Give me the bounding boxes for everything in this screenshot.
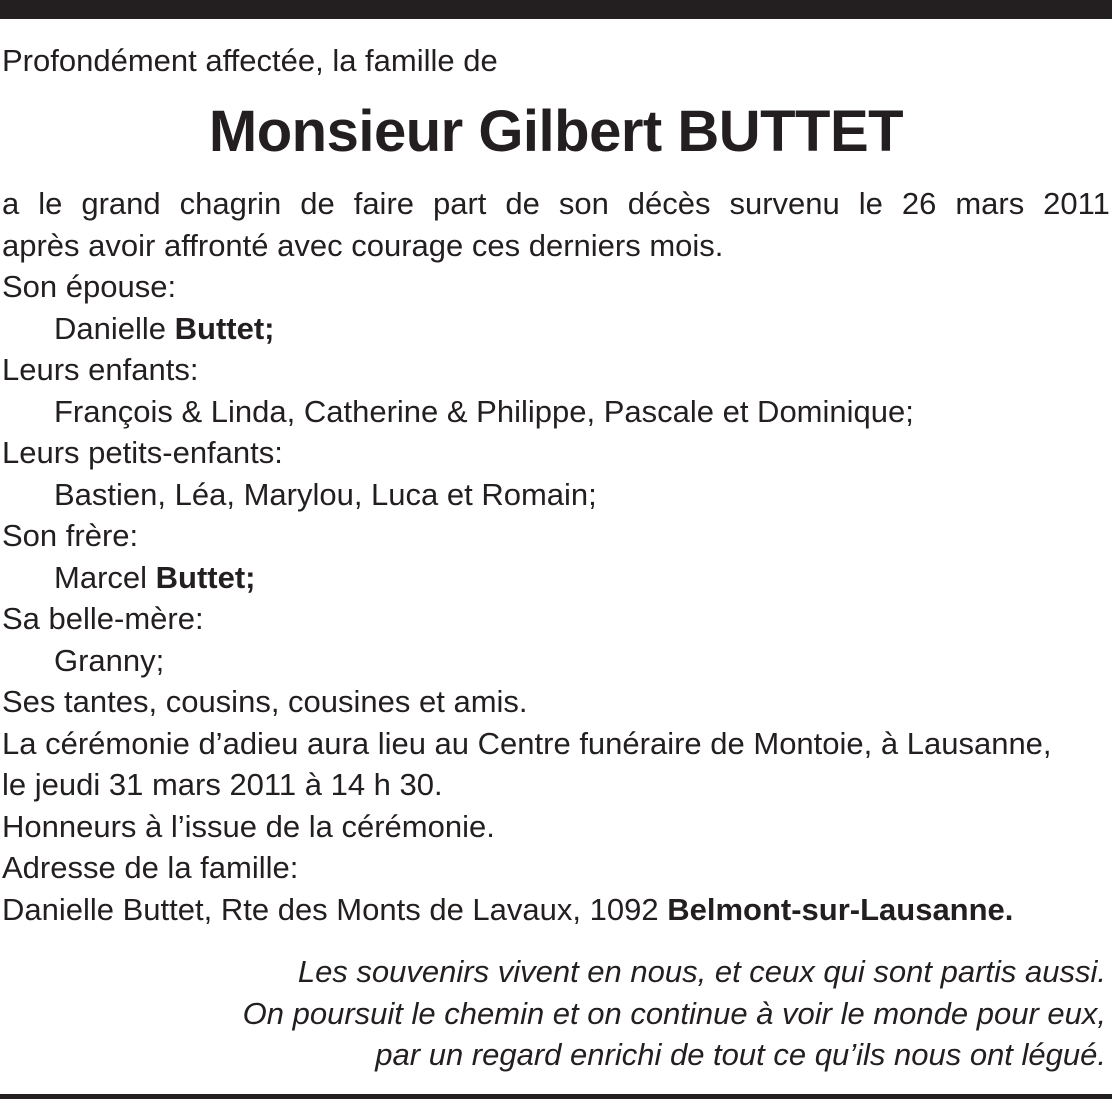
- address-label: Adresse de la famille:: [2, 850, 299, 885]
- quote-line: On poursuit le chemin et on continue à voir le monde pour eux,: [242, 995, 1106, 1031]
- deceased-name: Monsieur Gilbert BUTTET: [208, 99, 904, 164]
- brother-first-name: Marcel: [54, 559, 148, 595]
- spouse-name: [2, 308, 1110, 350]
- ceremony-line-2: le jeudi 31 mars 2011 à 14 h 30.: [2, 767, 443, 802]
- grandchildren-label: Leurs petits-enfants:: [2, 435, 283, 470]
- announcement-word: a: [2, 186, 20, 221]
- bottom-rule: [0, 1094, 1112, 1099]
- intro-text: Profondément affectée, la famille de: [2, 43, 498, 78]
- announcement-word: le: [38, 186, 63, 221]
- announcement-word: 26: [901, 186, 937, 221]
- announcement-word: son: [558, 186, 609, 221]
- announcement-word: 2011: [1043, 186, 1110, 221]
- brother-name: [2, 557, 1110, 599]
- top-rule: [0, 0, 1112, 19]
- announcement-word: décès: [627, 186, 711, 221]
- announcement-word: de: [300, 186, 335, 221]
- announcement-word: grand: [81, 186, 161, 221]
- announcement-word: mars: [955, 186, 1025, 221]
- address-town: Belmont-sur-Lausanne.: [667, 891, 1014, 927]
- honours-line: Honneurs à l’issue de la cérémonie.: [2, 808, 495, 844]
- announcement-word: survenu: [729, 186, 840, 221]
- brother-label: Son frère:: [2, 518, 139, 553]
- closing-quote: [243, 951, 1106, 1076]
- announcement-word: le: [858, 186, 883, 221]
- grandchildren-names: Bastien, Léa, Marylou, Luca et Romain;: [54, 476, 597, 512]
- other-relatives: Ses tantes, cousins, cousines et amis.: [2, 684, 528, 719]
- quote-line: Les souvenirs vivent en nous, et ceux qui sont partis aussi.: [297, 954, 1106, 989]
- spouse-label: Son épouse:: [2, 269, 177, 304]
- quote-line: par un regard enrichi de tout ce qu’ils nous ont légué.: [375, 1037, 1106, 1072]
- ceremony-line-1: La cérémonie d’adieu aura lieu au Centre funéraire de Montoie, à Lausanne,: [2, 725, 1052, 761]
- address-line: [2, 889, 1110, 931]
- address-text: Danielle Buttet, Rte des Monts de Lavaux, 1092: [2, 891, 659, 927]
- announcement-word: faire: [353, 186, 415, 221]
- brother-last-name: Buttet;: [155, 559, 256, 595]
- spouse-last-name: Buttet;: [174, 310, 275, 346]
- announcement-line-2: après avoir affronté avec courage ces derniers mois.: [2, 227, 724, 263]
- children-label: Leurs enfants:: [2, 352, 199, 387]
- mother-in-law-name: Granny;: [54, 642, 165, 678]
- children-names: François & Linda, Catherine & Philippe, Pascale et Dominique;: [54, 393, 914, 429]
- announcement-word: part: [432, 186, 487, 221]
- announcement-line-1: [2, 183, 1110, 225]
- mother-in-law-label: Sa belle-mère:: [2, 601, 204, 636]
- announcement-word: de: [505, 186, 540, 221]
- spouse-first-name: Danielle: [54, 310, 167, 346]
- announcement-word: chagrin: [179, 186, 282, 221]
- notice-body: [2, 183, 1110, 930]
